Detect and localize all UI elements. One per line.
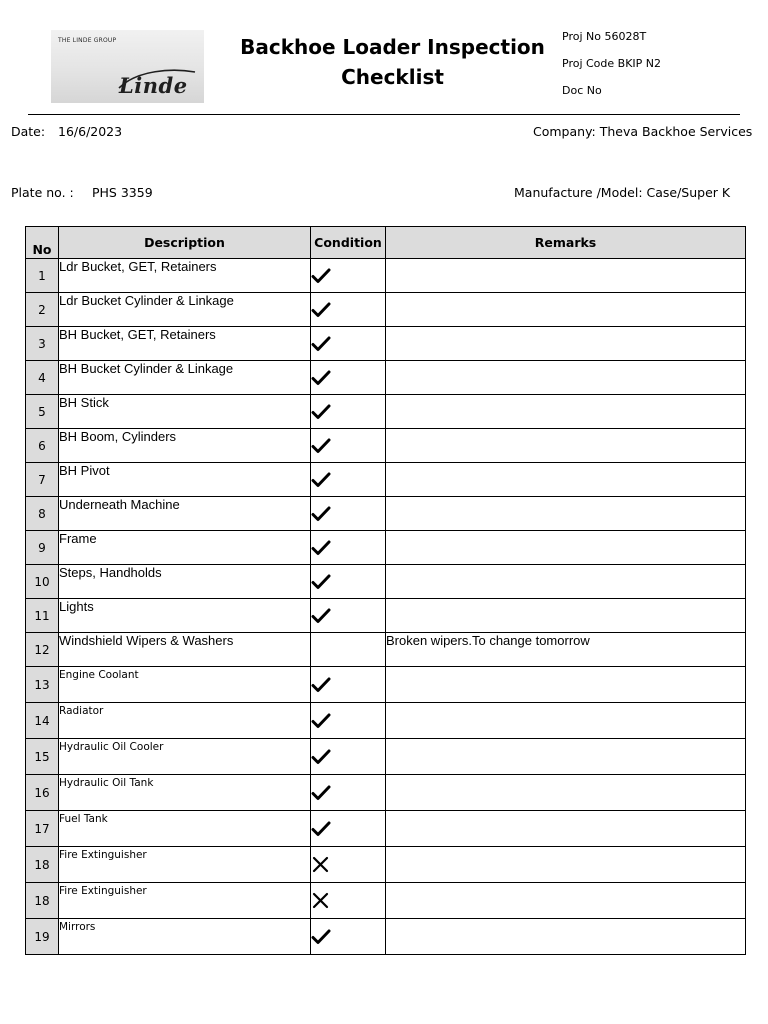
item-remarks [386,497,746,531]
logo-wordmark: Linde [119,73,188,98]
item-remarks [386,919,746,955]
company-field: Company: Theva Backhoe Services [533,124,753,139]
condition-cell [311,739,386,775]
table-row [26,599,746,633]
item-remarks [386,361,746,395]
table-row [26,395,746,429]
row-number: 11 [26,599,59,633]
row-number: 7 [26,463,59,497]
row-number: 2 [26,293,59,327]
condition-cell [311,633,386,667]
item-remarks: Broken wipers.To change tomorrow [386,633,746,667]
checkmark-icon [311,505,331,523]
row-number: 16 [26,775,59,811]
project-code: Proj Code BKIP N2 [562,57,662,70]
table-row [26,497,746,531]
item-remarks [386,531,746,565]
condition-cell [311,775,386,811]
model-field: Manufacture /Model: Case/Super K [514,185,731,200]
table-row [26,633,746,667]
condition-cell [311,395,386,429]
condition-cell [311,463,386,497]
condition-cell [311,429,386,463]
column-header-no: No [26,227,59,259]
header-divider [28,114,740,115]
cross-icon [311,856,331,874]
item-description: Fire Extinguisher [59,847,311,883]
item-description: Radiator [59,703,311,739]
item-remarks [386,429,746,463]
table-row [26,463,746,497]
condition-cell [311,703,386,739]
row-number: 13 [26,667,59,703]
condition-cell [311,361,386,395]
item-description: Engine Coolant [59,667,311,703]
item-remarks [386,883,746,919]
item-remarks [386,775,746,811]
condition-cell [311,259,386,293]
plate-label: Plate no. : [11,185,74,200]
condition-cell [311,531,386,565]
item-description: Hydraulic Oil Tank [59,775,311,811]
checkmark-icon [311,748,331,766]
column-header-description: Description [59,227,311,259]
table-row [26,531,746,565]
table-row [26,775,746,811]
row-number: 18 [26,847,59,883]
checkmark-icon [311,712,331,730]
table-row [26,293,746,327]
table-row [26,739,746,775]
row-number: 9 [26,531,59,565]
condition-cell [311,919,386,955]
checkmark-icon [311,928,331,946]
checkmark-icon [311,539,331,557]
condition-cell [311,293,386,327]
item-remarks [386,463,746,497]
company-logo [51,30,204,103]
item-remarks [386,599,746,633]
table-row [26,565,746,599]
table-row [26,361,746,395]
date-value: 16/6/2023 [58,124,123,139]
checkmark-icon [311,784,331,802]
logo-group-text: THE LINDE GROUP [58,37,117,44]
row-number: 19 [26,919,59,955]
row-number: 8 [26,497,59,531]
table-row [26,847,746,883]
item-description: Mirrors [59,919,311,955]
table-row [26,327,746,361]
checkmark-icon [311,676,331,694]
checkmark-icon [311,369,331,387]
column-header-condition: Condition [311,227,386,259]
item-description: Ldr Bucket Cylinder & Linkage [59,293,311,327]
item-remarks [386,259,746,293]
row-number: 17 [26,811,59,847]
checkmark-icon [311,301,331,319]
item-remarks [386,565,746,599]
plate-value: PHS 3359 [92,185,153,200]
checkmark-icon [311,820,331,838]
checkmark-icon [311,267,331,285]
checkmark-icon [311,335,331,353]
row-number: 15 [26,739,59,775]
row-number: 1 [26,259,59,293]
document-number: Doc No [562,84,602,97]
item-description: Steps, Handholds [59,565,311,599]
project-number: Proj No 56028T [562,30,647,43]
item-description: Lights [59,599,311,633]
checkmark-icon [311,573,331,591]
checkmark-icon [311,437,331,455]
row-number: 3 [26,327,59,361]
item-description: Fire Extinguisher [59,883,311,919]
condition-cell [311,667,386,703]
title-line-1: Backhoe Loader Inspection [240,35,545,59]
item-description: BH Boom, Cylinders [59,429,311,463]
condition-cell [311,599,386,633]
table-row [26,883,746,919]
row-number: 10 [26,565,59,599]
item-description: Ldr Bucket, GET, Retainers [59,259,311,293]
document-title [240,32,545,92]
table-row [26,811,746,847]
checkmark-icon [311,607,331,625]
item-remarks [386,667,746,703]
condition-cell [311,327,386,361]
checkmark-icon [311,471,331,489]
item-description: BH Pivot [59,463,311,497]
condition-cell [311,811,386,847]
condition-cell [311,883,386,919]
table-header-row [26,227,746,259]
item-remarks [386,847,746,883]
item-description: Windshield Wipers & Washers [59,633,311,667]
cross-icon [311,892,331,910]
item-description: Hydraulic Oil Cooler [59,739,311,775]
item-remarks [386,739,746,775]
condition-cell [311,847,386,883]
row-number: 5 [26,395,59,429]
item-description: BH Stick [59,395,311,429]
item-remarks [386,703,746,739]
row-number: 14 [26,703,59,739]
title-line-2: Checklist [341,65,444,89]
inspection-table [25,226,746,955]
column-header-remarks: Remarks [386,227,746,259]
condition-cell [311,565,386,599]
item-remarks [386,327,746,361]
table-row [26,919,746,955]
item-description: Fuel Tank [59,811,311,847]
row-number: 12 [26,633,59,667]
row-number: 6 [26,429,59,463]
table-row [26,667,746,703]
item-remarks [386,293,746,327]
item-description: BH Bucket Cylinder & Linkage [59,361,311,395]
item-remarks [386,811,746,847]
table-row [26,703,746,739]
item-description: Underneath Machine [59,497,311,531]
date-label: Date: [11,124,46,139]
table-row [26,259,746,293]
row-number: 4 [26,361,59,395]
item-remarks [386,395,746,429]
condition-cell [311,497,386,531]
row-number: 18 [26,883,59,919]
table-row [26,429,746,463]
item-description: Frame [59,531,311,565]
checkmark-icon [311,403,331,421]
item-description: BH Bucket, GET, Retainers [59,327,311,361]
